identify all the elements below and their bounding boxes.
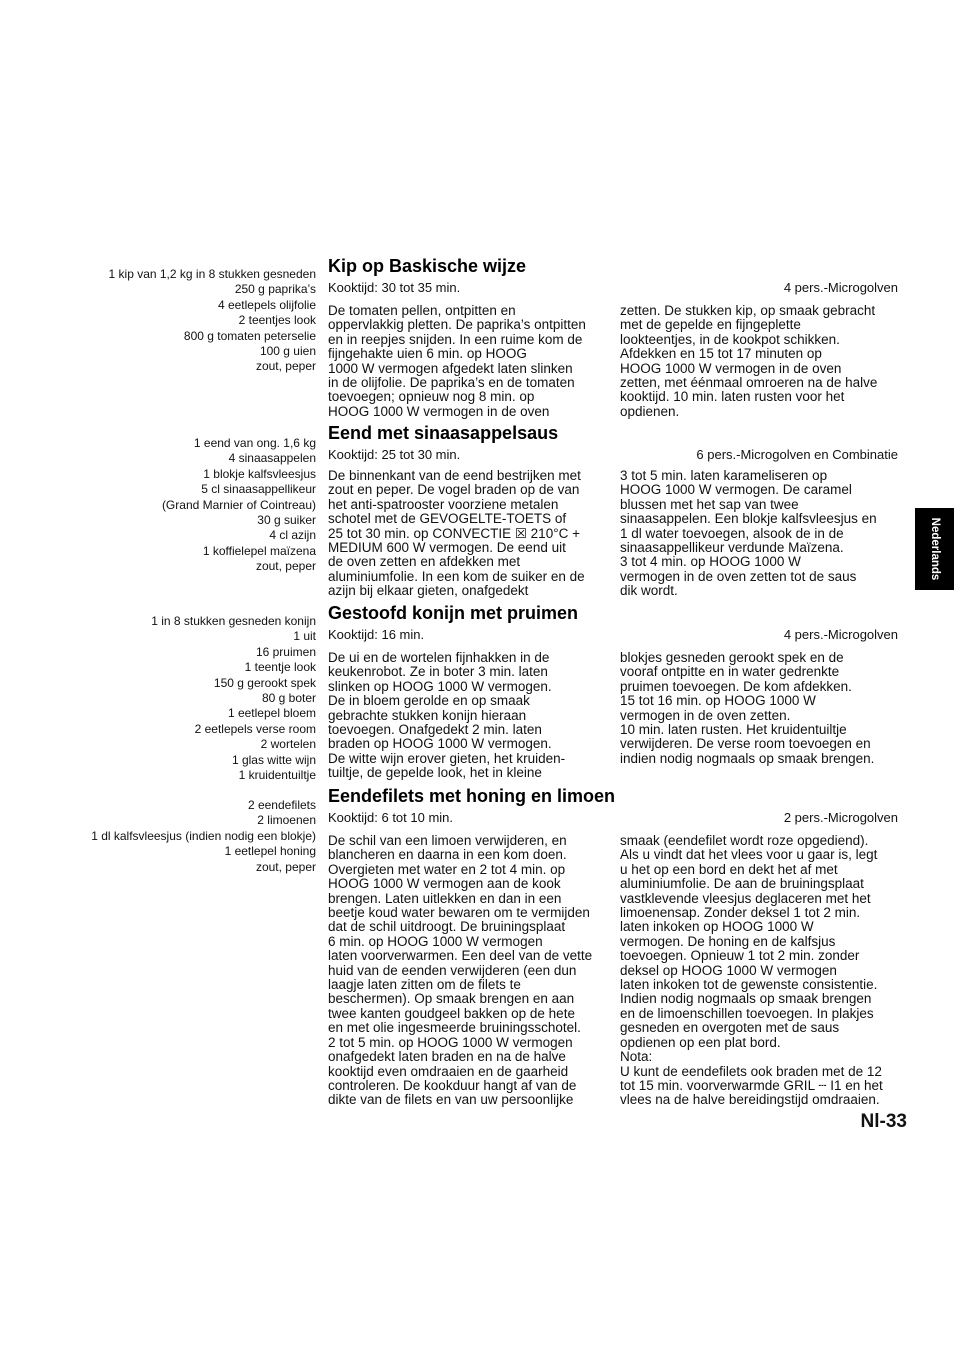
text-line: indien nodig nogmaals op smaak brengen. <box>620 750 875 766</box>
recipe-text-left <box>328 834 610 1108</box>
text-line: met de gepelde en fijngeplette <box>620 317 801 333</box>
text-line: 2 tot 5 min. op HOOG 1000 W vermogen <box>328 1034 573 1050</box>
text-line: HOOG 1000 W vermogen in de oven <box>620 360 842 376</box>
text-line: blokjes gesneden gerookt spek en de <box>620 650 844 665</box>
text-line: HOOG 1000 W vermogen in de oven <box>328 403 550 419</box>
ingredient-item: 1 uit <box>293 629 316 644</box>
text-line: tot 15 min. voorverwarmde GRIL ┄ I1 en het <box>620 1077 883 1093</box>
text-line: keukenrobot. Ze in boter 3 min. laten <box>328 664 548 680</box>
text-line: blancheren en daarna in een kom doen. <box>328 847 567 863</box>
text-line: slinken op HOOG 1000 W vermogen. <box>328 678 552 694</box>
ingredient-item: 4 eetlepels olijfolie <box>217 297 316 312</box>
page-number: Nl-33 <box>860 1111 907 1132</box>
text-line: zout en peper. De vogel braden op de van <box>328 482 580 498</box>
text-line: De binnenkant van de eend bestrijken met <box>328 468 581 483</box>
text-line: laten inkoken tot de gewenste consistentie. <box>620 977 878 993</box>
text-line: zetten, met éénmaal omroeren na de halve <box>620 375 878 391</box>
ingredient-item: 4 sinaasappelen <box>228 451 316 466</box>
text-line: in de olijfolie. De paprika’s en de tomaten <box>328 375 575 391</box>
ingredient-item: zout, peper <box>255 559 316 574</box>
recipe-text-left <box>328 469 610 599</box>
text-line: pruimen toevoegen. De kom afdekken. <box>620 678 852 694</box>
text-line: dikte van de filets en van uw persoonlijke <box>328 1092 574 1108</box>
text-line: het anti-spatrooster voorziene metalen <box>328 496 559 512</box>
cooking-time: Kooktijd: 6 tot 10 min. <box>328 810 454 825</box>
ingredient-item: 4 cl azijn <box>269 528 316 543</box>
recipe-text-left <box>328 304 610 419</box>
ingredient-item: 2 eendefilets <box>247 798 316 812</box>
text-line: vermogen in de oven zetten tot de saus <box>620 568 857 584</box>
text-line: dik wordt. <box>620 583 678 599</box>
cooking-time: Kooktijd: 25 tot 30 min. <box>328 447 461 462</box>
ingredient-item: 1 kruidentuiltje <box>238 768 316 783</box>
text-line: gebrachte stukken konijn hieraan <box>328 707 527 723</box>
ingredient-item: 1 glas witte wijn <box>231 752 316 767</box>
ingredient-item: 1 koffielepel maïzena <box>202 543 316 558</box>
text-line: zetten. De stukken kip, op smaak gebracht <box>620 303 876 318</box>
text-line: controleren. De kookduur hangt af van de <box>328 1077 577 1093</box>
text-line: U kunt de eendefilets ook braden met de 12 <box>620 1063 882 1079</box>
recipe-title: Eend met sinaasappelsaus <box>328 423 559 443</box>
cooking-time: Kooktijd: 30 tot 35 min. <box>328 280 461 295</box>
text-line: deksel op HOOG 1000 W vermogen <box>620 962 837 978</box>
ingredient-item: 800 g tomaten peterselie <box>183 328 316 343</box>
text-line: 6 min. op HOOG 1000 W vermogen <box>328 933 543 949</box>
text-line: HOOG 1000 W vermogen. De caramel <box>620 482 852 498</box>
ingredient-item: 1 eetlepel honing <box>224 844 316 859</box>
text-line: oppervlakkig pletten. De paprika’s ontpitten <box>328 317 586 333</box>
text-line: schotel met de GEVOGELTE-TOETS of <box>328 511 567 527</box>
ingredient-item: 1 dl kalfsvleesjus (indien nodig een blokje) <box>91 828 316 843</box>
recipe-text-right <box>620 469 905 599</box>
text-line: toevoegen; opnieuw nog 8 min. op <box>328 389 535 405</box>
text-line: De in bloem gerolde en op smaak <box>328 693 530 709</box>
text-line: beschermen). Op smaak brengen en aan <box>328 991 575 1007</box>
text-line: azijn bij elkaar gieten, onafgedekt <box>328 583 529 599</box>
text-line: limoenensap. Zonder deksel 1 tot 2 min. <box>620 905 861 921</box>
ingredient-item: zout, peper <box>255 859 316 874</box>
text-line: laten inkoken op HOOG 1000 W <box>620 919 814 935</box>
text-line: en de limoenschillen toevoegen. In plakjes <box>620 1005 874 1021</box>
language-tab <box>915 508 954 590</box>
text-line: beetje koud water bewaren om te vermijden <box>328 905 590 921</box>
ingredient-item: 1 in 8 stukken gesneden konijn <box>151 614 316 628</box>
recipe-text-right <box>620 304 905 419</box>
servings-method: 6 pers.-Microgolven en Combinatie <box>696 447 898 462</box>
text-line: laten voorverwarmen. Een deel van de vette <box>328 948 593 964</box>
ingredient-item: 1 kip van 1,2 kg in 8 stukken gesneden <box>108 267 316 281</box>
recipe-title: Kip op Baskische wijze <box>328 256 527 276</box>
text-line: en met olie ingesmeerde bruiningsschotel. <box>328 1020 581 1036</box>
text-line: Afdekken en 15 tot 17 minuten op <box>620 346 822 362</box>
ingredient-item: 30 g suiker <box>257 513 316 528</box>
ingredient-item: zout, peper <box>255 359 316 374</box>
text-line: aluminiumfolie. De aan de bruiningsplaat <box>620 876 864 892</box>
servings-method: 4 pers.-Microgolven <box>783 627 898 642</box>
ingredients-list <box>36 436 316 575</box>
ingredient-item: 2 wortelen <box>260 737 316 752</box>
text-line: blussen met het sap van twee <box>620 496 799 512</box>
text-line: 1000 W vermogen afgedekt laten slinken <box>328 360 573 376</box>
text-line: Als u vindt dat het vlees voor u gaar is, legt <box>620 847 878 863</box>
text-line: u het op een bord en dekt het af met <box>620 861 838 877</box>
text-line: laagje laten zitten om de filets te <box>328 977 521 993</box>
text-line: De witte wijn erover gieten, het kruiden- <box>328 750 566 766</box>
recipe-text-left <box>328 651 610 781</box>
ingredient-item: 250 g paprika’s <box>234 282 316 297</box>
ingredient-item: 80 g boter <box>261 691 316 706</box>
recipe-text-right <box>620 834 905 1108</box>
text-line: De schil van een limoen verwijderen, en <box>328 833 567 848</box>
text-line: 1 dl water toevoegen, alsook de in de <box>620 525 844 541</box>
servings-method: 4 pers.-Microgolven <box>783 280 898 295</box>
cooking-time: Kooktijd: 16 min. <box>328 627 425 642</box>
text-line: lookteentjes, in de kookpot schikken. <box>620 331 840 347</box>
text-line: MEDIUM 600 W vermogen. De eend uit <box>328 540 566 556</box>
text-line: opdienen. <box>620 403 680 419</box>
text-line: smaak (eendefilet wordt roze opgediend). <box>620 833 869 848</box>
text-line: onafgedekt laten braden en na de halve <box>328 1049 566 1065</box>
text-line: brengen. Laten uitlekken en dan in een <box>328 890 562 906</box>
text-line: 10 min. laten rusten. Het kruidentuiltje <box>620 722 847 738</box>
ingredient-item: 2 teentjes look <box>238 313 316 328</box>
recipe-title: Eendefilets met honing en limoen <box>328 786 616 806</box>
servings-method: 2 pers.-Microgolven <box>783 810 898 825</box>
text-line: opdienen op een plat bord. <box>620 1034 781 1050</box>
text-line: gesneden en overgoten met de saus <box>620 1020 840 1036</box>
ingredients-list <box>36 798 316 875</box>
text-line: kooktijd even omdraaien en de gaarheid <box>328 1063 569 1079</box>
text-line: fijngehakte uien 6 min. op HOOG <box>328 346 527 362</box>
ingredients-list <box>36 614 316 783</box>
text-line: sinaasappellikeur verdunde Maïzena. <box>620 540 844 556</box>
text-line: toevoegen. Opnieuw 1 tot 2 min. zonder <box>620 948 860 964</box>
text-line: vermogen. De honing en de kalfsjus <box>620 933 836 949</box>
text-line: Nota: <box>620 1049 653 1065</box>
text-line: vastklevende vleesjus deglaceren met het <box>620 890 871 906</box>
ingredient-item: 1 eetlepel bloem <box>227 706 316 721</box>
text-line: toevoegen. Onafgedekt 2 min. laten <box>328 722 542 738</box>
text-line: tuiltje, de gepelde look, het in kleine <box>328 765 542 781</box>
ingredient-item: 2 eetlepels verse room <box>194 721 316 736</box>
ingredient-item: 1 eend van ong. 1,6 kg <box>193 436 316 450</box>
text-line: De tomaten pellen, ontpitten en <box>328 303 516 318</box>
text-line: kooktijd. 10 min. laten rusten voor het <box>620 389 845 405</box>
ingredient-item: 16 pruimen <box>255 644 316 659</box>
text-line: 15 tot 16 min. op HOOG 1000 W <box>620 693 816 709</box>
text-line: HOOG 1000 W vermogen aan de kook <box>328 876 561 892</box>
ingredient-item: 2 limoenen <box>257 813 316 828</box>
recipe-text-right <box>620 651 905 766</box>
text-line: twee kanten goudgeel bakken op de hete <box>328 1005 575 1021</box>
text-line: 25 tot 30 min. op CONVECTIE ☒ 210°C + <box>328 525 580 541</box>
text-line: verwijderen. De verse room toevoegen en <box>620 736 871 752</box>
text-line: Overgieten met water en 2 tot 4 min. op <box>328 861 566 877</box>
language-tab-label: Nederlands <box>928 517 941 581</box>
ingredient-item: 1 teentje look <box>244 660 316 675</box>
ingredient-item: 1 blokje kalfsvleesjus <box>203 466 316 481</box>
text-line: de oven zetten en afdekken met <box>328 554 521 570</box>
text-line: braden op HOOG 1000 W vermogen. <box>328 736 552 752</box>
ingredient-item: 150 g gerookt spek <box>213 675 316 690</box>
text-line: dat de schil uitdroogt. De bruiningsplaat <box>328 919 566 935</box>
text-line: sinaasappelen. Een blokje kalfsvleesjus en <box>620 511 877 527</box>
text-line: Indien nodig nogmaals op smaak brengen <box>620 991 872 1007</box>
ingredient-item: 5 cl sinaasappellikeur <box>201 482 316 497</box>
text-line: 3 tot 5 min. laten karameliseren op <box>620 468 828 483</box>
text-line: vermogen in de oven zetten. <box>620 707 791 723</box>
text-line: De ui en de wortelen fijnhakken in de <box>328 650 550 665</box>
ingredient-item: (Grand Marnier of Cointreau) <box>161 497 316 512</box>
text-line: en in reepjes snijden. In een ruime kom de <box>328 331 583 347</box>
text-line: huid van de eenden verwijderen (een dun <box>328 962 577 978</box>
ingredients-list <box>36 267 316 375</box>
recipe-title: Gestoofd konijn met pruimen <box>328 603 579 623</box>
ingredient-item: 100 g uien <box>259 344 316 359</box>
text-line: vooraf ontpitte en in water gedrenkte <box>620 664 840 680</box>
text-line: vlees na de halve bereidingstijd omdraaien. <box>620 1092 880 1108</box>
text-line: aluminiumfolie. In een kom de suiker en de <box>328 568 585 584</box>
text-line: 3 tot 4 min. op HOOG 1000 W <box>620 554 801 570</box>
